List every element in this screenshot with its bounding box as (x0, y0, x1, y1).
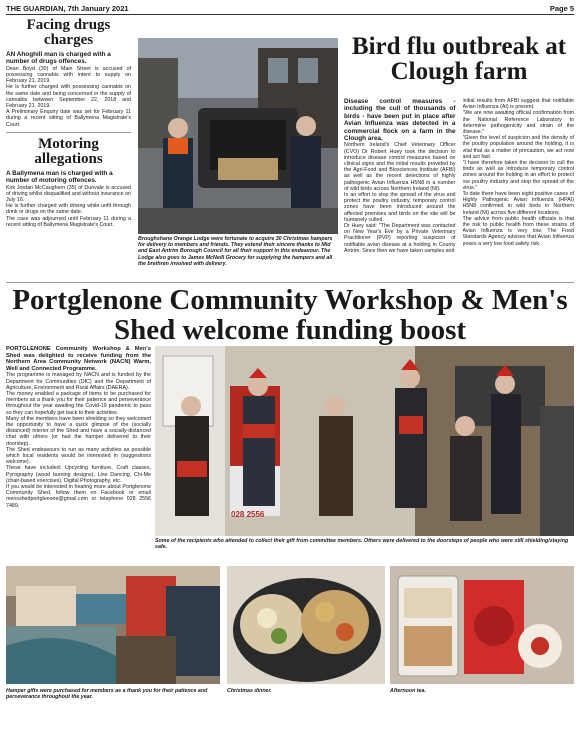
orange-lodge-photo (138, 38, 338, 234)
bird-flu-paragraph: In an effort to stop the spread of the virus and protect the poultry industry, temporary control zones have been introduced around the affected premises and birds on the site will be humanely culled. (344, 192, 456, 223)
motoring-standfirst: A Ballymena man is charged with a number of motoring offences. (6, 169, 113, 185)
left-column (6, 18, 131, 276)
dinner-caption: Christmas dinner. (227, 688, 272, 694)
paper-dateline: THE GUARDIAN, 7th January 2021 (6, 4, 129, 13)
motoring-paragraph: The case was adjourned until February 11 during a recent sitting of Ballymena Magistrate's Court. (6, 215, 131, 228)
bird-flu-col2 (463, 98, 575, 278)
mens-shed-paragraph: These have included: Upcycling furniture, Craft classes, Pyrography (wood burning designs), Line Dancing, Chi-Me (chair-based exercises), Digital Photography, etc. (6, 465, 151, 484)
group-photo-caption: Some of the recipients who attended to collect their gift from committee members. Others were delivered to the doorsteps of people who were still shielding/staying safe. (155, 538, 569, 551)
mens-shed-standfirst: PORTGLENONE Community Workshop & Men's Shed was delighted to receive funding from the Northern Area Community Network (NACN) Warm, Well and Connected Programme. (6, 346, 151, 372)
drugs-paragraph: A Preliminary Enquiry date was set for February 11 during a recent sitting of Ballymena Magistrate's Court. (6, 109, 131, 128)
bird-flu-paragraph: Dr Huey said: "The Department was contacted on New Year's Eve by a Private Veterinary Practitioner (PVP) reporting suspicion of notifiable avian disease at a holding in County Antrim. Since then we have taken samples and (344, 223, 456, 254)
bird-flu-paragraph: The advice from public health officials is that the risk to public health from these strains of Avian Influenza is very low. The Food Standards Agency advises that Avian Influenza poses a very low food safety risk. (462, 215, 574, 247)
motoring-body (6, 185, 131, 228)
bird-flu-paragraph: "I have therefore taken the decision to cull the birds as well as introduce temporary control zones around the holding in an effort to protect our poultry industry and stop the spread of the virus." (462, 160, 574, 191)
mens-shed-paragraph: If you would be interested in hearing more about Portglenone Community Shed, follow them on Facebook or email mensshedportglenone@gmail.com or telephone 028 2556 7489. (6, 484, 151, 509)
bird-flu-body (344, 98, 574, 278)
bird-flu-paragraph: To date there have been eight positive cases of Highly Pathogenic Avian Influenza (HPAI) H5N8 confirmed in wild birds in Northern Ireland (NI) across five different locations. (462, 191, 574, 216)
mens-shed-group-photo (155, 346, 574, 536)
mens-shed-paragraph: The programme is managed by NACN and is funded by the Department for Communities (DfC) and the Department of Agriculture, Environment and Rural Affairs (DAERA). (6, 372, 151, 391)
orange-lodge-story (138, 38, 338, 278)
bird-flu-paragraph: "Given the level of suspicion and the density of the poultry population around the holding, it is vital that as a matter of precaution, we act now and act fast. (462, 135, 574, 160)
christmas-dinner-photo (227, 566, 385, 684)
mens-shed-paragraph: The Shed endeavours to run as many activities as possible which local residents would be interested in (suggestions welcome). (6, 446, 151, 466)
drugs-paragraph: Dean Boyd (30) of Main Street is accused of possessing cannabis with intent to supply on February 21, 2019. (6, 65, 131, 85)
shed-sign-phone: 028 2556 (231, 510, 265, 519)
motoring-paragraph: Kirk Jordan McCaughern (35) of Dunvale is accused of driving whilst disqualified and without insurance on July 16. (6, 184, 131, 204)
bird-flu-standfirst: Disease control measures - including the cull of thousands of birds - have been put in place after Avian Influenza was detected in a commercial flock on a farm in the Clough area. (344, 98, 456, 143)
afternoon-tea-photo (390, 566, 574, 684)
divider (6, 132, 131, 133)
bird-flu-col1 (344, 98, 456, 278)
motoring-paragraph: He is further charged with driving while unfit through drink or drugs on the same date. (6, 203, 131, 216)
hamper-caption: Hamper gifts were purchased for members as a thank you for their patience and perseverance throughout the year. (6, 688, 208, 701)
drugs-paragraph: He is further charged with possessing cannabis on the same date and being concerned in the supply of cannabis between September 22, 2018 and February 21, 2019. (6, 84, 131, 110)
bird-flu-paragraph: Northern Ireland's Chief Veterinary Officer (CVO) Dr Robert Huey took the decision to introduce disease control measures based on clinical signs and the initial results provided by the Agri-Food and Biosciences Institute (AFBI) as well as the recent detections of highly pathogenic Avian Influenza H5N8 in a number of wild birds across Northern Ireland (NI). (344, 142, 456, 192)
orange-lodge-caption: Broughshane Orange Lodge were fortunate to acquire 30 Christmas hampers for delivery to members and friends. They extend their sincere thanks to Mid and East Antrim Borough Council for all their support in this endeavour. The Lodge also goes to James McNeill Grocery for supplying the hampers and all the brethren involved with delivery. (138, 236, 333, 267)
bird-flu-paragraph: initial results from AFBI suggest that notifiable Avian Influenza (AI) is present. (462, 98, 574, 111)
drugs-standfirst: AN Ahoghill man is charged with a number of drugs offences. (6, 51, 111, 66)
motoring-headline: Motoring allegations (34, 135, 103, 167)
drugs-body (6, 66, 131, 128)
page-number: Page 5 (549, 4, 574, 13)
hamper-photo (6, 566, 220, 684)
page-header (6, 3, 574, 15)
bird-flu-headline: Bird flu outbreak at Clough farm (351, 33, 567, 85)
bird-flu-paragraph: "We are now awaiting official confirmation from the National Reference Laboratory to determine pathogenicity and strain of the disease." (462, 110, 574, 136)
mens-shed-paragraph: The money enabled a package of items to be purchased for members as a thank you for their patience and perseverance throughout the year awaiting the Covid-19 pandemic to pass so they can hopefully get back to their activities. (6, 390, 151, 416)
tea-caption: Afternoon tea. (390, 688, 426, 694)
mens-shed-body (6, 346, 151, 576)
mens-shed-headline: Portglenone Community Workshop & Men's Shed welcome funding boost (6, 282, 574, 345)
drugs-headline: Facing drugs charges (26, 18, 111, 48)
mens-shed-paragraph: Many of the members have been shielding so they welcomed the opportunity to have a quick glimpse of the (socially distanced) interior of the Shed and have a socially-distanced chat with others (or had the hamper delivered to their doorstep). (6, 415, 151, 447)
